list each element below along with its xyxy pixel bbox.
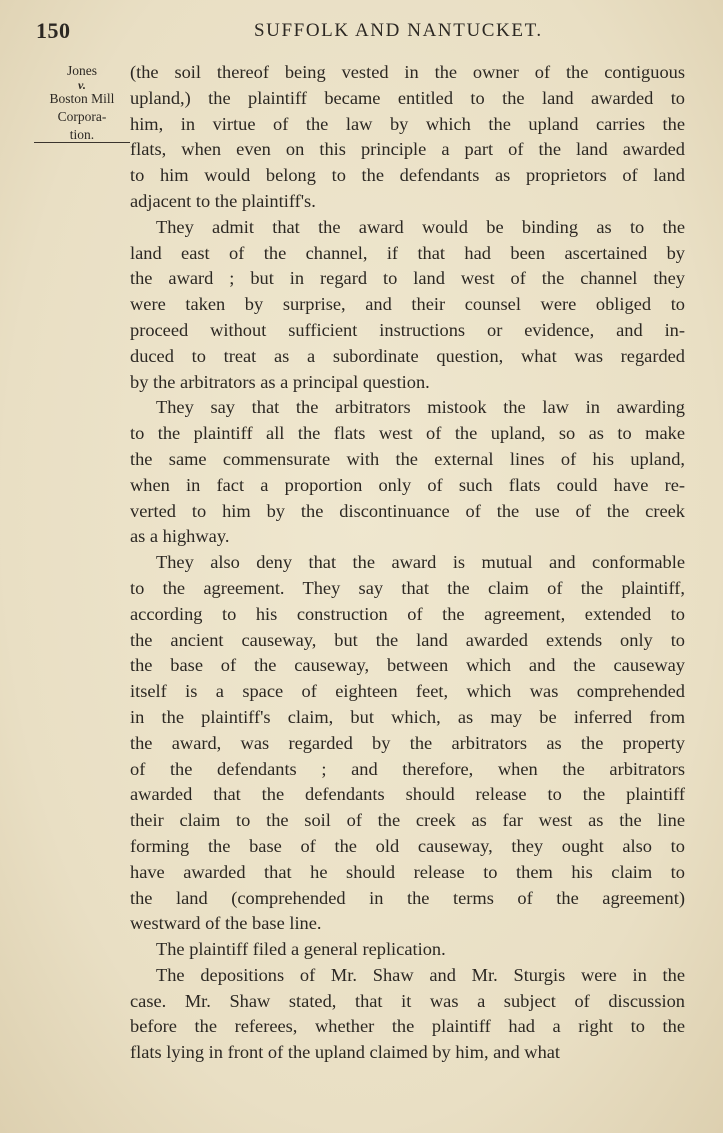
text-line: to him would belong to the defendants as proprietors of land (130, 165, 685, 186)
text-line: to the agreement. They say that the claim of the plaintiff, (130, 577, 685, 598)
paragraph (130, 550, 685, 937)
text-line: in the plaintiff's claim, but which, as may be inferred from (130, 706, 685, 727)
sidenote-line: Jones (67, 63, 97, 78)
text-line: They admit that the award would be binding as to the (156, 216, 685, 237)
text-line: by the arbitrators as a principal question. (130, 371, 430, 392)
text-line: according to his construction of the agreement, extended to (130, 603, 685, 624)
text-line: The depositions of Mr. Shaw and Mr. Sturgis were in the (156, 964, 685, 985)
paragraph (130, 215, 685, 396)
paragraph (130, 937, 685, 963)
text-line: to the plaintiff all the flats west of the upland, so as to make (130, 423, 685, 444)
text-line: The plaintiff filed a general replication. (156, 939, 446, 960)
text-line: as a highway. (130, 526, 230, 547)
text-line: forming the base of the old causeway, they ought also to (130, 835, 685, 856)
page-header (36, 18, 683, 48)
text-line: the same commensurate with the external lines of his upland, (130, 448, 685, 469)
text-line: were taken by surprise, and their counsel were obliged to (130, 294, 685, 315)
text-line: before the referees, whether the plaintiff had a right to the (130, 1016, 685, 1037)
text-line: the base of the causeway, between which and the causeway (130, 655, 685, 676)
sidenote-line: Boston Mill (49, 91, 115, 106)
text-line: the land (comprehended in the terms of the agreement) (130, 887, 685, 908)
text-line: proceed without sufficient instructions or evidence, and in- (130, 319, 685, 340)
text-line: land east of the channel, if that had been ascertained by (130, 242, 685, 263)
sidenote-line: tion. (69, 127, 95, 142)
paragraph (130, 60, 685, 215)
text-line: their claim to the soil of the creek as far west as the line (130, 810, 685, 831)
text-line: duced to treat as a subordinate question, what was regarded (130, 345, 685, 366)
text-line: flats, when even on this principle a part of the land awarded (130, 139, 685, 160)
paragraph (130, 395, 685, 550)
sidenote-line: v. (78, 78, 86, 92)
text-line: awarded that the defendants should release to the plaintiff (130, 784, 685, 805)
text-line: verted to him by the discontinuance of the use of the creek (130, 500, 685, 521)
body-text (130, 60, 685, 1066)
text-line: westward of the base line. (130, 913, 322, 934)
case-sidenote (34, 62, 130, 145)
page-number: 150 (36, 18, 71, 43)
text-line: itself is a space of eighteen feet, which was comprehended (130, 681, 685, 702)
paragraph (130, 963, 685, 1066)
text-line: the award ; but in regard to land west of the channel they (130, 268, 685, 289)
text-line: when in fact a proportion only of such flats could have re- (130, 474, 685, 495)
text-line: They say that the arbitrators mistook the law in awarding (156, 397, 685, 418)
text-line: the award, was regarded by the arbitrators as the property (130, 732, 685, 753)
text-line: (the soil thereof being vested in the owner of the contiguous (130, 62, 685, 82)
text-line: him, in virtue of the law by which the upland carries the (130, 113, 685, 134)
sidenote-line: Corpora- (57, 109, 107, 124)
text-line: the ancient causeway, but the land awarded extends only to (130, 629, 685, 650)
text-line: case. Mr. Shaw stated, that it was a subject of discussion (130, 990, 685, 1011)
running-head: SUFFOLK AND NANTUCKET. (254, 20, 543, 41)
text-line: upland,) the plaintiff became entitled to the land awarded to (130, 87, 685, 108)
text-line: adjacent to the plaintiff's. (130, 190, 316, 211)
text-line: have awarded that he should release to them his claim to (130, 861, 685, 882)
text-line: flats lying in front of the upland claimed by him, and what (130, 1042, 561, 1063)
text-line: of the defendants ; and therefore, when the arbitrators (130, 758, 685, 779)
text-line: They also deny that the award is mutual and conformable (156, 552, 685, 573)
sidenote-rule (34, 142, 130, 143)
